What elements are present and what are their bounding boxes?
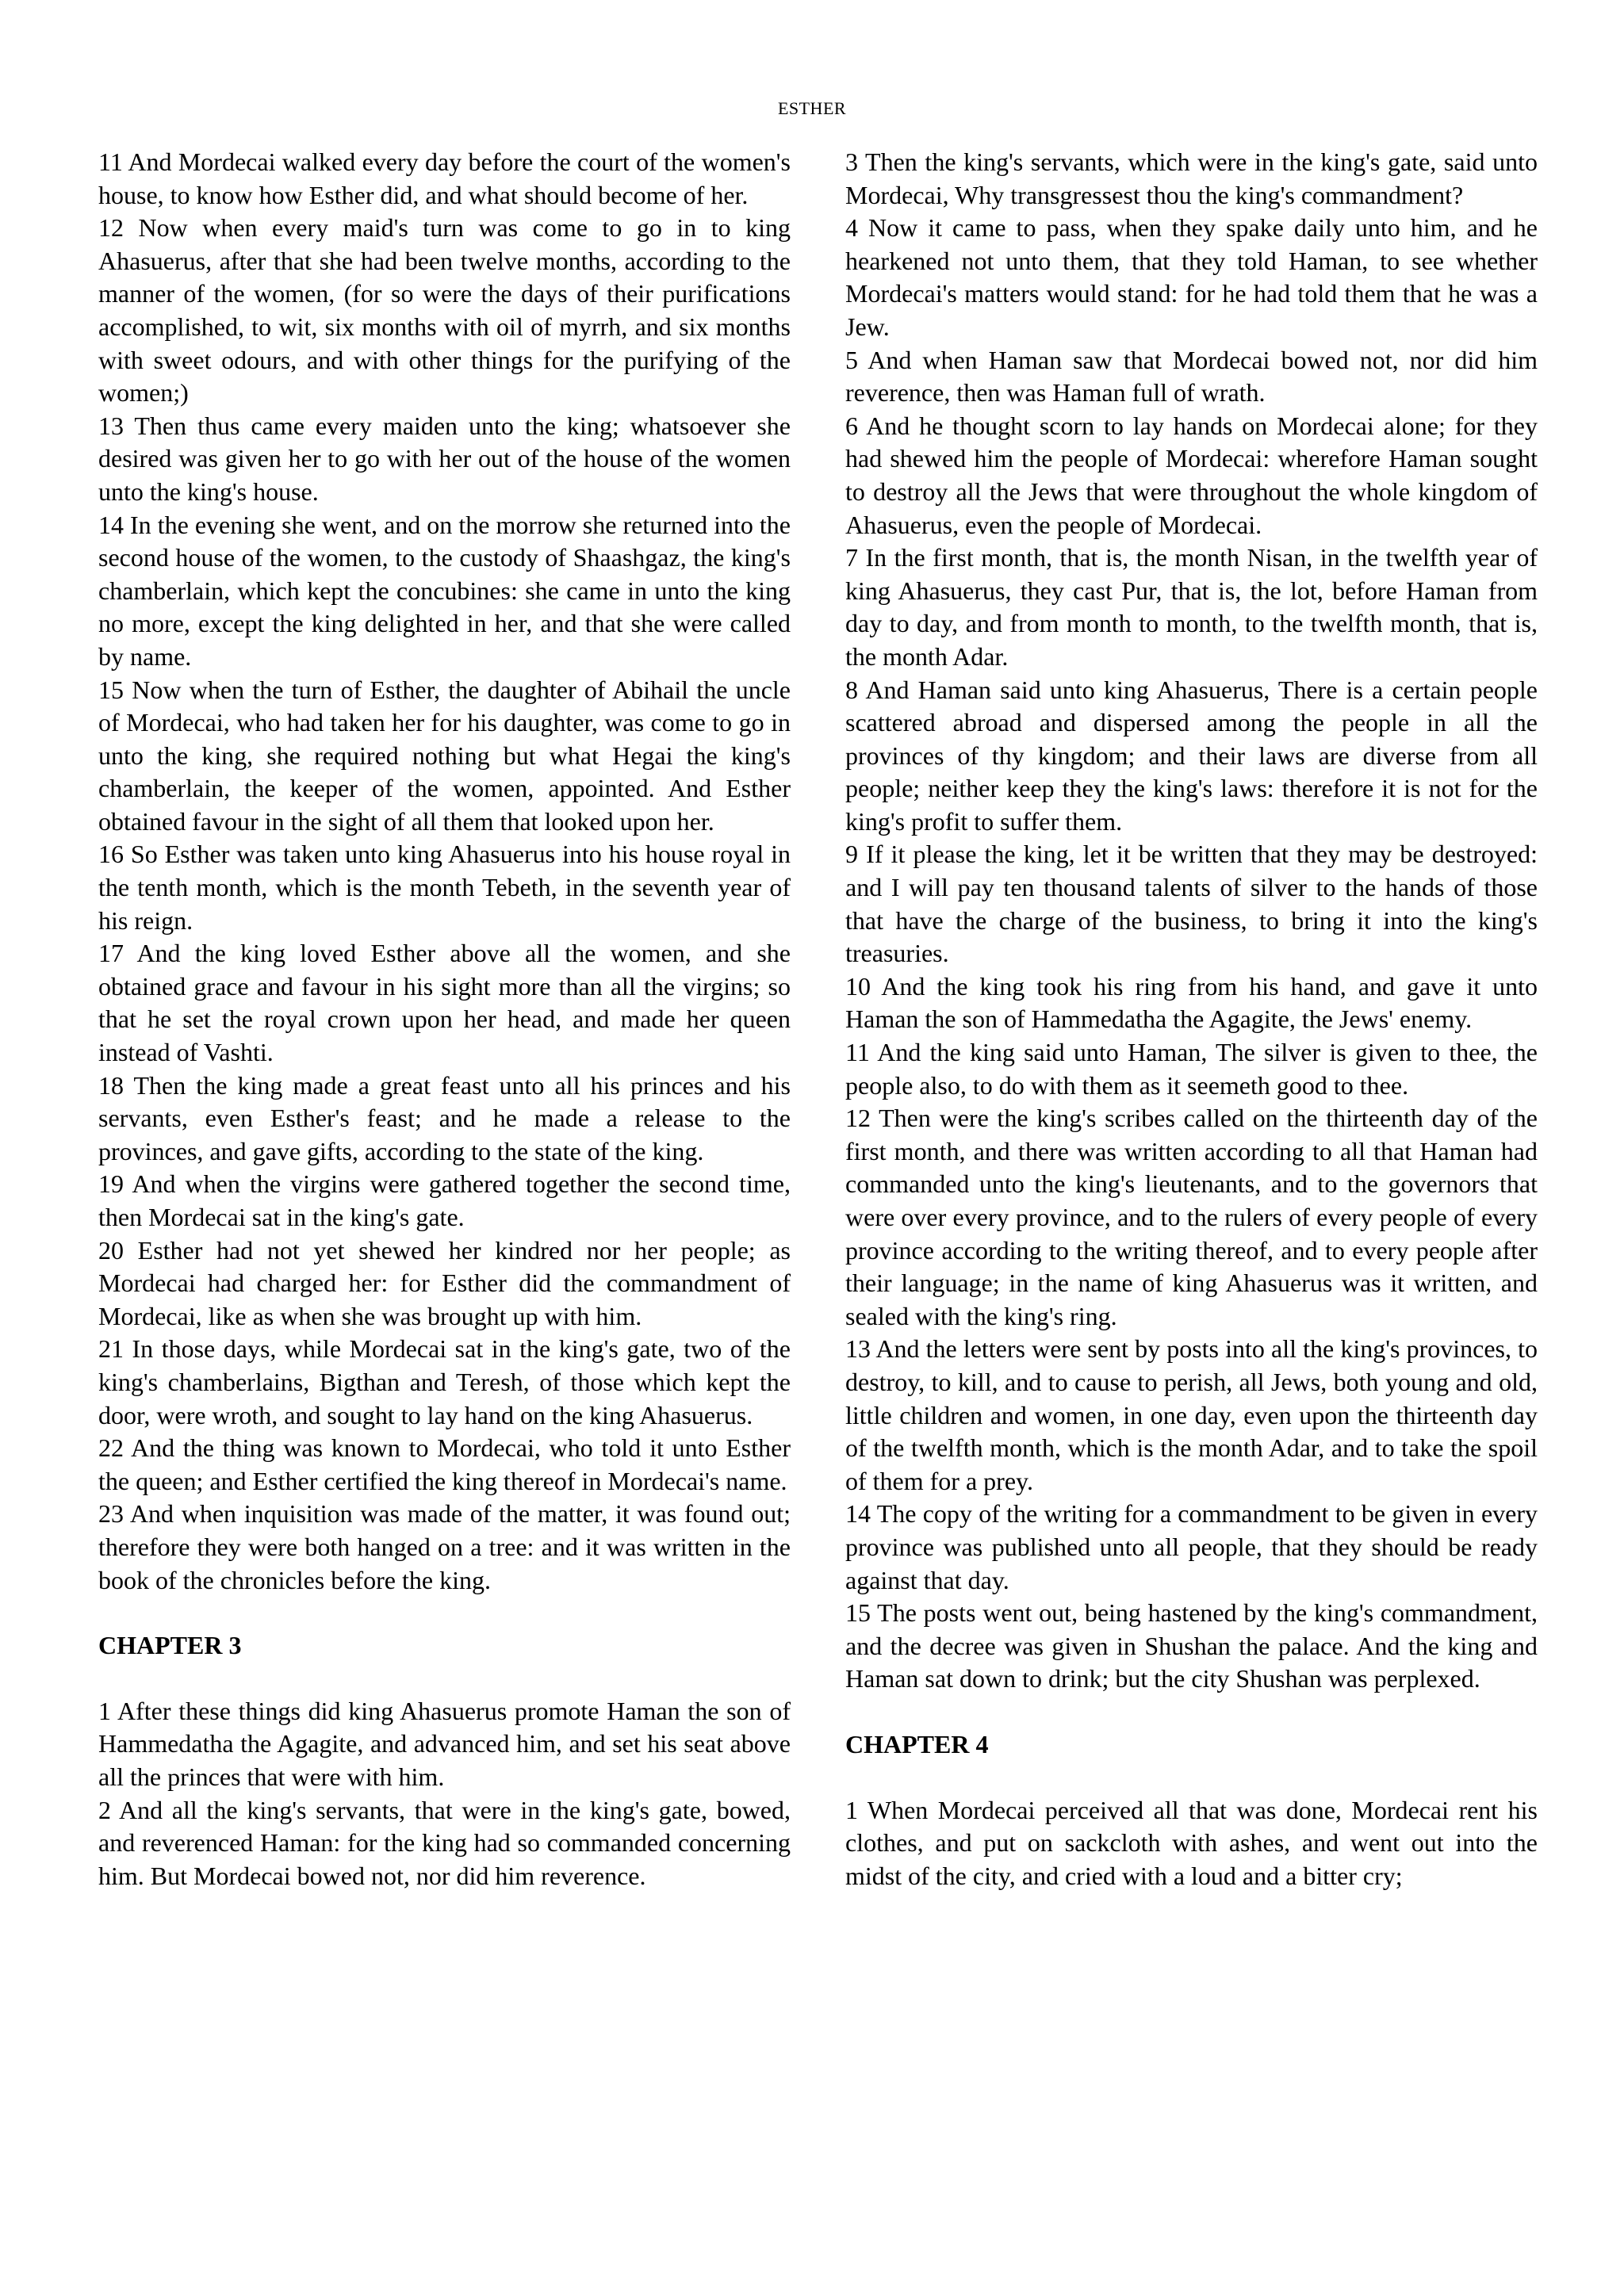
- verse-3-13: 13 And the letters were sent by posts into all the king's provinces, to destroy, to kill, and to cause to perish, all Jews, both young and old, little children and women, in one day, even upon the thirteenth day of the twelfth month, which is the month Adar, and to take the spoil of them for a prey.: [845, 1334, 1538, 1495]
- verse-3-8: 8 And Haman said unto king Ahasuerus, There is a certain people scattered abroad and dispersed among the people in all the provinces of thy kingdom; and their laws are diverse from all people; neither keep they the king's laws: therefore it is not for the king's profit to suffer them.: [845, 675, 1538, 836]
- running-title: ESTHER: [777, 98, 847, 118]
- verse-3-12: 12 Then were the king's scribes called on the thirteenth day of the first month, and there was written according to all that Haman had commanded unto the king's lieutenants, and to the governors that were over every province, and to the rulers of every people of every province according to the writing thereof, and to every people after their language; in the name of king Ahasuerus was it written, and sealed with the king's ring.: [845, 1104, 1538, 1330]
- verse-3-1: 1 After these things did king Ahasuerus promote Haman the son of Hammedatha the Agagite, and advanced him, and set his seat above all the princes that were with him.: [98, 1696, 791, 1791]
- verse-2-21: 21 In those days, while Mordecai sat in the king's gate, two of the king's chamberlains, Bigthan and Teresh, of those which kept the door, were wroth, and sought to lay hand on the king Ahasuerus.: [98, 1334, 791, 1429]
- verse-3-15: 15 The posts went out, being hastened by the king's commandment, and the decree was given in Shushan the palace. And the king and Haman sat down to drink; but the city Shushan was perplexed.: [845, 1598, 1538, 1693]
- verse-3-14: 14 The copy of the writing for a commandment to be given in every province was published unto all people, that they should be ready against that day.: [845, 1499, 1538, 1594]
- chapter-4-heading: CHAPTER 4: [845, 1729, 989, 1758]
- verse-3-10: 10 And the king took his ring from his hand, and gave it unto Haman the son of Hammedatha the Agagite, the Jews' enemy.: [845, 971, 1538, 1034]
- verse-2-16: 16 So Esther was taken unto king Ahasuerus into his house royal in the tenth month, which is the month Tebeth, in the seventh year of his reign.: [98, 840, 791, 935]
- verse-2-22: 22 And the thing was known to Mordecai, who told it unto Esther the queen; and Esther certified the king thereof in Mordecai's name.: [98, 1433, 791, 1495]
- verse-2-19: 19 And when the virgins were gathered together the second time, then Mordecai sat in the king's gate.: [98, 1169, 791, 1231]
- verse-3-5: 5 And when Haman saw that Mordecai bowed not, nor did him reverence, then was Haman full of wrath.: [845, 345, 1538, 408]
- verse-2-20: 20 Esther had not yet shewed her kindred nor her people; as Mordecai had charged her: for Esther did the commandment of Mordecai, like as when she was brought up with him.: [98, 1235, 791, 1330]
- verse-3-4: 4 Now it came to pass, when they spake daily unto him, and he hearkened not unto them, that they told Haman, to see whether Mordecai's matters would stand: for he had told them that he was a Jew.: [845, 213, 1538, 341]
- verse-3-3: 3 Then the king's servants, which were in the king's gate, said unto Mordecai, Why transgressest thou the king's commandment?: [845, 147, 1538, 209]
- verse-3-9: 9 If it please the king, let it be written that they may be destroyed: and I will pay ten thousand talents of silver to the hands of those that have the charge of the business, to bring it into the king's treasuries.: [845, 840, 1538, 968]
- verse-3-2: 2 And all the king's servants, that were in the king's gate, bowed, and reverenced Haman: for the king had so commanded concerning him. But Mordecai bowed not, nor did him reverence.: [98, 1795, 791, 1890]
- verse-4-1: 1 When Mordecai perceived all that was done, Mordecai rent his clothes, and put on sackcloth with ashes, and went out into the midst of the city, and cried with a loud and a bitter cry;: [845, 1795, 1538, 1890]
- verse-2-15: 15 Now when the turn of Esther, the daughter of Abihail the uncle of Mordecai, who had taken her for his daughter, was come to go in unto the king, she required nothing but what Hegai the king's chamberlain, the keeper of the women, appointed. And Esther obtained favour in the sight of all them that looked upon her.: [98, 675, 791, 836]
- verse-2-14: 14 In the evening she went, and on the morrow she returned into the second house of the women, to the custody of Shaashgaz, the king's chamberlain, which kept the concubines: she came in unto the king no more, except the king delighted in her, and that she were called by name.: [98, 510, 791, 671]
- chapter-3-heading: CHAPTER 3: [98, 1631, 242, 1660]
- verse-2-23: 23 And when inquisition was made of the matter, it was found out; therefore they were both hanged on a tree: and it was written in the book of the chronicles before the king.: [98, 1499, 791, 1594]
- left-column: [98, 146, 791, 1892]
- verse-3-7: 7 In the first month, that is, the month Nisan, in the twelfth year of king Ahasuerus, they cast Pur, that is, the lot, before Haman from day to day, and from month to month, to the twelfth month, that is, the month Adar.: [845, 543, 1538, 671]
- verse-2-13: 13 Then thus came every maiden unto the king; whatsoever she desired was given her to go with her out of the house of the women unto the king's house.: [98, 411, 791, 506]
- right-column: [845, 146, 1538, 1892]
- verse-3-11: 11 And the king said unto Haman, The silver is given to thee, the people also, to do with them as it seemeth good to thee.: [845, 1038, 1538, 1100]
- verse-2-18: 18 Then the king made a great feast unto all his princes and his servants, even Esther's feast; and he made a release to the provinces, and gave gifts, according to the state of the king.: [98, 1070, 791, 1165]
- verse-2-12: 12 Now when every maid's turn was come to go in to king Ahasuerus, after that she had been twelve months, according to the manner of the women, (for so were the days of their purifications accomplished, to wit, six months with oil of myrrh, and six months with sweet odours, and with other things for the purifying of the women;): [98, 213, 791, 408]
- verse-3-6: 6 And he thought scorn to lay hands on Mordecai alone; for they had shewed him the people of Mordecai: wherefore Haman sought to destroy all the Jews that were throughout the whole kingdom of Ahasuerus, even the people of Mordecai.: [845, 411, 1538, 539]
- verse-2-17: 17 And the king loved Esther above all the women, and she obtained grace and favour in his sight more than all the virgins; so that he set the royal crown upon her head, and made her queen instead of Vashti.: [98, 939, 791, 1067]
- verse-2-11: 11 And Mordecai walked every day before the court of the women's house, to know how Esther did, and what should become of her.: [98, 147, 791, 209]
